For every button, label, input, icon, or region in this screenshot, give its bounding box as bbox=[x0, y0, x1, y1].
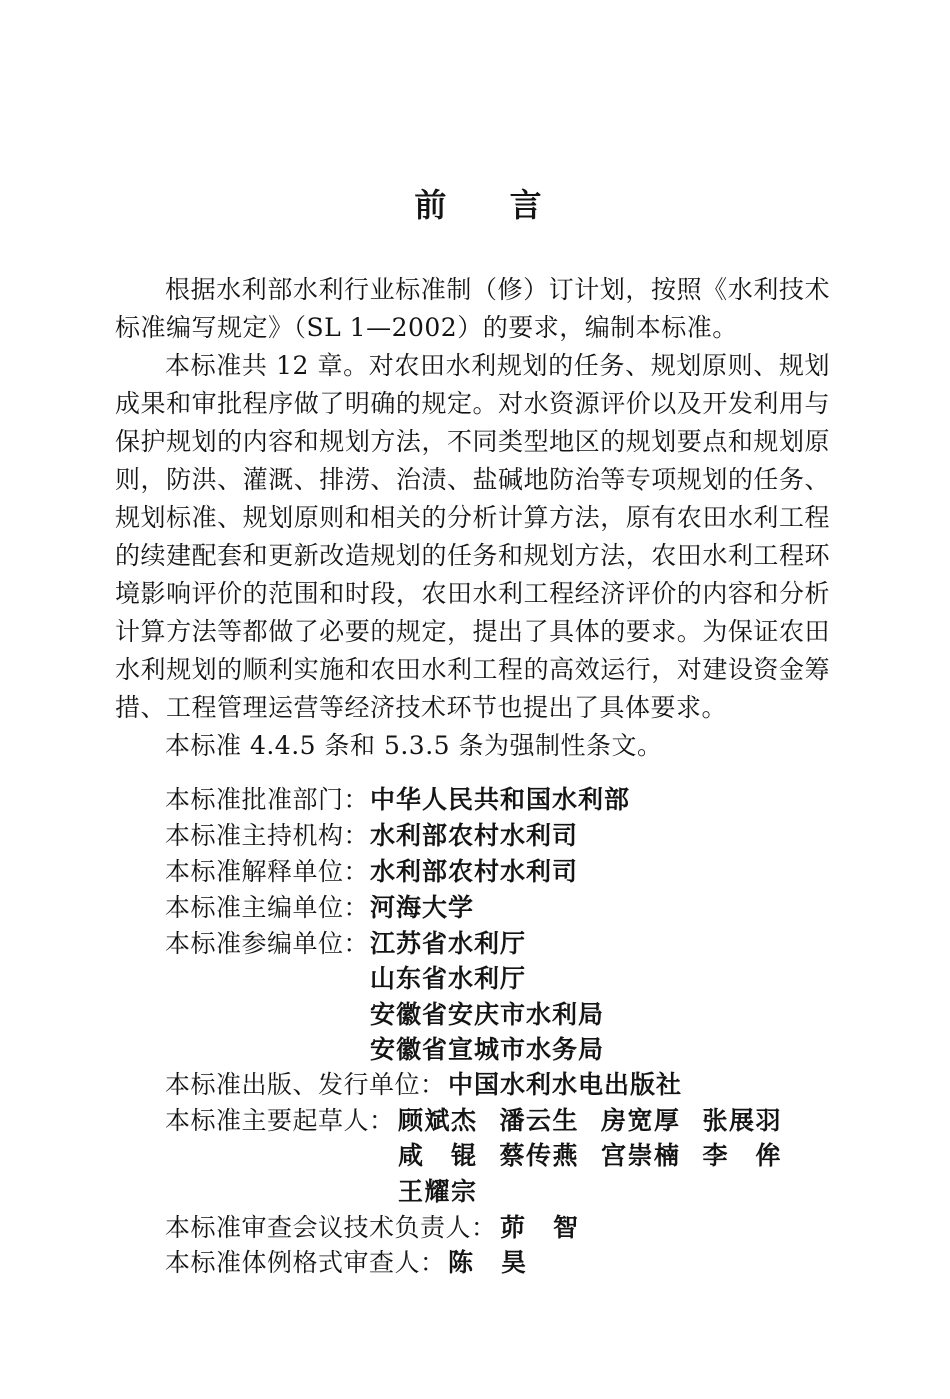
drafters-row bbox=[398, 1174, 500, 1210]
page-title: 前 言 bbox=[414, 186, 542, 224]
paragraph-2-line-6: 的续建配套和更新改造规划的任务和规划方法，农田水利工程环 bbox=[115, 541, 830, 570]
credit-value-approval: 中华人民共和国水利部 bbox=[370, 785, 631, 814]
drafter-name: 蔡传燕 bbox=[499, 1141, 578, 1170]
credit-value-interpretation: 水利部农村水利司 bbox=[370, 857, 579, 886]
drafter-name: 顾斌杰 bbox=[398, 1106, 476, 1135]
drafter-name: 王耀宗 bbox=[398, 1177, 476, 1206]
drafters-row bbox=[398, 1138, 804, 1174]
paragraph-2-line-8: 计算方法等都做了必要的规定，提出了具体的要求。为保证农田 bbox=[115, 617, 830, 646]
drafter-name: 房宽厚 bbox=[601, 1106, 679, 1135]
drafter-name: 张展羽 bbox=[702, 1106, 781, 1135]
credit-label-approval: 本标准批准部门： bbox=[165, 785, 370, 814]
credit-label-publisher: 本标准出版、发行单位： bbox=[165, 1070, 446, 1099]
credit-label-participants: 本标准参编单位： bbox=[165, 929, 370, 958]
paragraph-2-line-5: 规划标准、规划原则和相关的分析计算方法，原有农田水利工程 bbox=[115, 503, 830, 532]
reviewer-name: 茆 智 bbox=[500, 1213, 578, 1242]
credit-value-participant: 江苏省水利厅 bbox=[370, 929, 527, 958]
paragraph-1-line-1: 根据水利部水利行业标准制（修）订计划，按照《水利技术 bbox=[165, 275, 830, 304]
paragraph-2-line-10: 措、工程管理运营等经济技术环节也提出了具体要求。 bbox=[115, 693, 728, 722]
drafter-name: 李 侔 bbox=[702, 1141, 781, 1170]
paragraph-3-line-1: 本标准 4.4.5 条和 5.3.5 条为强制性条文。 bbox=[165, 731, 663, 760]
credit-value-participant: 安徽省安庆市水利局 bbox=[370, 1000, 605, 1029]
paragraph-2-line-1: 本标准共 12 章。对农田水利规划的任务、规划原则、规划 bbox=[165, 351, 830, 380]
paragraph-2-line-9: 水利规划的顺利实施和农田水利工程的高效运行，对建设资金筹 bbox=[115, 655, 830, 684]
credit-label-format-reviewer: 本标准体例格式审查人： bbox=[165, 1248, 446, 1277]
credit-value-review-lead bbox=[500, 1210, 602, 1246]
credit-label-chief-editor: 本标准主编单位： bbox=[165, 893, 370, 922]
drafter-name: 咸 锟 bbox=[398, 1141, 476, 1170]
credit-value-chief-editor: 河海大学 bbox=[370, 893, 475, 922]
credit-label-interpretation: 本标准解释单位： bbox=[165, 857, 370, 886]
credit-value-format-reviewer bbox=[448, 1245, 550, 1281]
paragraph-1-line-2: 标准编写规定》（SL 1—2002）的要求，编制本标准。 bbox=[115, 313, 738, 342]
credit-value-participant: 安徽省宣城市水务局 bbox=[370, 1035, 605, 1064]
drafter-name: 潘云生 bbox=[499, 1106, 578, 1135]
credit-value-participant: 山东省水利厅 bbox=[370, 964, 527, 993]
credit-value-host: 水利部农村水利司 bbox=[370, 821, 579, 850]
credit-label-drafters: 本标准主要起草人： bbox=[165, 1106, 395, 1135]
credit-label-review-lead: 本标准审查会议技术负责人： bbox=[165, 1213, 497, 1242]
drafter-name: 宫崇楠 bbox=[601, 1141, 679, 1170]
paragraph-2-line-4: 则，防洪、灌溉、排涝、治渍、盐碱地防治等专项规划的任务、 bbox=[115, 465, 830, 494]
credit-value-publisher: 中国水利水电出版社 bbox=[448, 1070, 683, 1099]
paragraph-2-line-7: 境影响评价的范围和时段，农田水利工程经济评价的内容和分析 bbox=[115, 579, 830, 608]
paragraph-2-line-3: 保护规划的内容和规划方法，不同类型地区的规划要点和规划原 bbox=[115, 427, 830, 456]
reviewer-name: 陈 昊 bbox=[448, 1248, 526, 1277]
credit-label-host: 本标准主持机构： bbox=[165, 821, 370, 850]
paragraph-2-line-2: 成果和审批程序做了明确的规定。对水资源评价以及开发利用与 bbox=[115, 389, 830, 418]
drafters-row bbox=[398, 1103, 804, 1139]
